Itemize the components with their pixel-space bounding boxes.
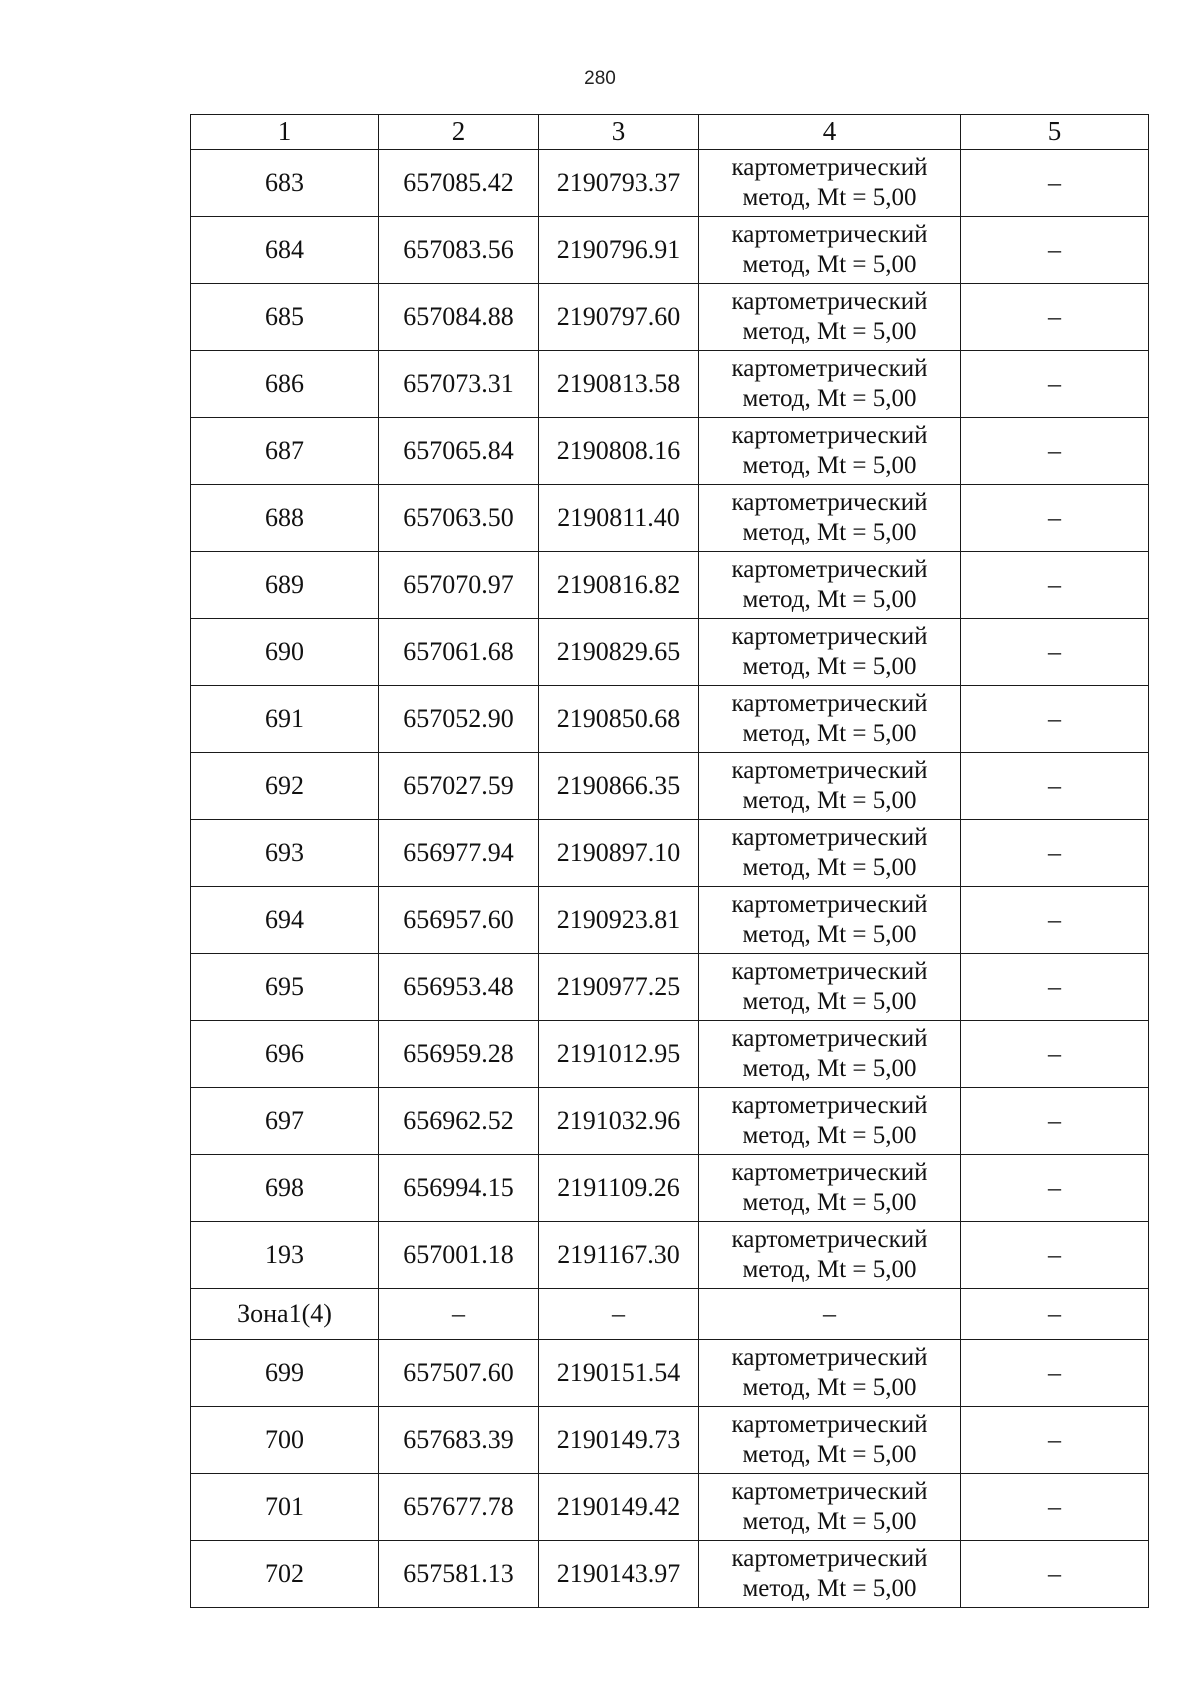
method-line-1: картометрический xyxy=(731,958,928,985)
table-row xyxy=(191,887,1149,954)
table-row xyxy=(191,1088,1149,1155)
x-coordinate-cell: 656977.94 xyxy=(379,820,539,887)
method-cell xyxy=(699,1088,961,1155)
point-number-cell: 686 xyxy=(191,351,379,418)
dash-cell: – xyxy=(961,619,1149,686)
method-cell xyxy=(699,1407,961,1474)
y-coordinate-cell: 2190149.73 xyxy=(539,1407,699,1474)
y-coordinate-cell: 2190808.16 xyxy=(539,418,699,485)
x-coordinate-cell: 656953.48 xyxy=(379,954,539,1021)
method-line-2: метод, Mt = 5,00 xyxy=(742,519,917,546)
dash-cell: – xyxy=(961,1407,1149,1474)
method-line-1: картометрический xyxy=(731,355,928,382)
method-cell xyxy=(699,1021,961,1088)
x-coordinate-cell: 657073.31 xyxy=(379,351,539,418)
table-row xyxy=(191,1407,1149,1474)
y-coordinate-cell: 2190793.37 xyxy=(539,150,699,217)
y-coordinate-cell: 2190151.54 xyxy=(539,1340,699,1407)
method-cell xyxy=(699,954,961,1021)
x-coordinate-cell: 657683.39 xyxy=(379,1407,539,1474)
x-coordinate-cell: 657065.84 xyxy=(379,418,539,485)
method-cell xyxy=(699,351,961,418)
x-coordinate-cell: 656957.60 xyxy=(379,887,539,954)
method-cell xyxy=(699,217,961,284)
method-line-1: картометрический xyxy=(731,1545,928,1572)
dash-cell: – xyxy=(961,1541,1149,1608)
method-line-2: метод, Mt = 5,00 xyxy=(742,1575,917,1602)
header-col-2: 2 xyxy=(379,115,539,150)
dash-cell: – xyxy=(961,1021,1149,1088)
dash-cell: – xyxy=(961,1289,1149,1340)
point-number-cell: 696 xyxy=(191,1021,379,1088)
method-cell xyxy=(699,686,961,753)
dash-cell: – xyxy=(961,954,1149,1021)
y-coordinate-cell: 2190816.82 xyxy=(539,552,699,619)
point-number-cell: 699 xyxy=(191,1340,379,1407)
method-cell xyxy=(699,1155,961,1222)
point-number-cell: 689 xyxy=(191,552,379,619)
dash-cell: – xyxy=(961,485,1149,552)
method-line-1: картометрический xyxy=(731,891,928,918)
method-line-1: картометрический xyxy=(731,154,928,181)
x-coordinate-cell: 657052.90 xyxy=(379,686,539,753)
header-col-3: 3 xyxy=(539,115,699,150)
x-coordinate-cell: 657581.13 xyxy=(379,1541,539,1608)
point-number-cell: 692 xyxy=(191,753,379,820)
point-number-cell: 691 xyxy=(191,686,379,753)
method-cell xyxy=(699,820,961,887)
y-coordinate-cell: 2191012.95 xyxy=(539,1021,699,1088)
point-number-cell: 685 xyxy=(191,284,379,351)
y-coordinate-cell: 2191167.30 xyxy=(539,1222,699,1289)
dash-cell: – xyxy=(961,418,1149,485)
header-col-4: 4 xyxy=(699,115,961,150)
x-coordinate-cell: 657001.18 xyxy=(379,1222,539,1289)
method-line-2: метод, Mt = 5,00 xyxy=(742,1122,917,1149)
method-line-1: картометрический xyxy=(731,1159,928,1186)
y-coordinate-cell: 2190923.81 xyxy=(539,887,699,954)
method-line-1: картометрический xyxy=(731,757,928,784)
dash-cell: – xyxy=(539,1289,699,1340)
point-number-cell: 693 xyxy=(191,820,379,887)
point-number-cell: 688 xyxy=(191,485,379,552)
dash-cell: – xyxy=(961,284,1149,351)
dash-cell: – xyxy=(961,753,1149,820)
method-cell xyxy=(699,1340,961,1407)
y-coordinate-cell: 2190829.65 xyxy=(539,619,699,686)
table-row xyxy=(191,150,1149,217)
table-row xyxy=(191,1021,1149,1088)
method-line-2: метод, Mt = 5,00 xyxy=(742,1256,917,1283)
table-row xyxy=(191,954,1149,1021)
coordinates-table xyxy=(190,114,1149,1608)
table-row xyxy=(191,418,1149,485)
method-line-1: картометрический xyxy=(731,824,928,851)
method-line-1: картометрический xyxy=(731,422,928,449)
table-body xyxy=(191,150,1149,1608)
table-row xyxy=(191,820,1149,887)
method-line-1: картометрический xyxy=(731,489,928,516)
point-number-cell: 695 xyxy=(191,954,379,1021)
table-row xyxy=(191,284,1149,351)
dash-cell: – xyxy=(699,1289,961,1340)
y-coordinate-cell: 2190796.91 xyxy=(539,217,699,284)
page-number: 280 xyxy=(584,68,616,89)
x-coordinate-cell: 656994.15 xyxy=(379,1155,539,1222)
dash-cell: – xyxy=(961,1088,1149,1155)
method-cell xyxy=(699,753,961,820)
dash-cell: – xyxy=(961,552,1149,619)
method-line-2: метод, Mt = 5,00 xyxy=(742,385,917,412)
dash-cell: – xyxy=(961,820,1149,887)
point-number-cell: 702 xyxy=(191,1541,379,1608)
y-coordinate-cell: 2191032.96 xyxy=(539,1088,699,1155)
table-row xyxy=(191,686,1149,753)
method-line-2: метод, Mt = 5,00 xyxy=(742,988,917,1015)
y-coordinate-cell: 2190850.68 xyxy=(539,686,699,753)
method-line-2: метод, Mt = 5,00 xyxy=(742,1508,917,1535)
point-number-cell: 697 xyxy=(191,1088,379,1155)
x-coordinate-cell: 657027.59 xyxy=(379,753,539,820)
table-row xyxy=(191,1474,1149,1541)
x-coordinate-cell: 657063.50 xyxy=(379,485,539,552)
method-cell xyxy=(699,1474,961,1541)
table-header-row xyxy=(191,115,1149,150)
x-coordinate-cell: 657677.78 xyxy=(379,1474,539,1541)
method-line-2: метод, Mt = 5,00 xyxy=(742,787,917,814)
method-cell xyxy=(699,887,961,954)
y-coordinate-cell: 2190811.40 xyxy=(539,485,699,552)
method-line-1: картометрический xyxy=(731,1226,928,1253)
table-row xyxy=(191,753,1149,820)
method-line-2: метод, Mt = 5,00 xyxy=(742,720,917,747)
header-col-5: 5 xyxy=(961,115,1149,150)
method-line-2: метод, Mt = 5,00 xyxy=(742,184,917,211)
method-line-1: картометрический xyxy=(731,288,928,315)
method-cell xyxy=(699,1222,961,1289)
method-line-2: метод, Mt = 5,00 xyxy=(742,1189,917,1216)
method-cell xyxy=(699,1541,961,1608)
zone-row xyxy=(191,1289,1149,1340)
method-line-2: метод, Mt = 5,00 xyxy=(742,1441,917,1468)
y-coordinate-cell: 2190866.35 xyxy=(539,753,699,820)
method-line-1: картометрический xyxy=(731,1411,928,1438)
table-row xyxy=(191,552,1149,619)
table-row xyxy=(191,1155,1149,1222)
table-row xyxy=(191,485,1149,552)
table-row xyxy=(191,1340,1149,1407)
method-cell xyxy=(699,418,961,485)
method-cell xyxy=(699,552,961,619)
method-line-2: метод, Mt = 5,00 xyxy=(742,586,917,613)
method-line-2: метод, Mt = 5,00 xyxy=(742,452,917,479)
dash-cell: – xyxy=(961,150,1149,217)
zone-label: Зона1(4) xyxy=(191,1289,379,1340)
dash-cell: – xyxy=(379,1289,539,1340)
x-coordinate-cell: 657085.42 xyxy=(379,150,539,217)
method-line-2: метод, Mt = 5,00 xyxy=(742,921,917,948)
y-coordinate-cell: 2190143.97 xyxy=(539,1541,699,1608)
method-cell xyxy=(699,485,961,552)
method-cell xyxy=(699,284,961,351)
method-line-2: метод, Mt = 5,00 xyxy=(742,1055,917,1082)
dash-cell: – xyxy=(961,1340,1149,1407)
dash-cell: – xyxy=(961,1222,1149,1289)
method-line-1: картометрический xyxy=(731,690,928,717)
method-line-1: картометрический xyxy=(731,221,928,248)
y-coordinate-cell: 2190897.10 xyxy=(539,820,699,887)
method-line-1: картометрический xyxy=(731,556,928,583)
method-cell xyxy=(699,150,961,217)
method-cell xyxy=(699,619,961,686)
point-number-cell: 193 xyxy=(191,1222,379,1289)
dash-cell: – xyxy=(961,217,1149,284)
point-number-cell: 698 xyxy=(191,1155,379,1222)
method-line-1: картометрический xyxy=(731,1025,928,1052)
method-line-1: картометрический xyxy=(731,623,928,650)
point-number-cell: 694 xyxy=(191,887,379,954)
y-coordinate-cell: 2190813.58 xyxy=(539,351,699,418)
table-row xyxy=(191,1222,1149,1289)
header-col-1: 1 xyxy=(191,115,379,150)
point-number-cell: 683 xyxy=(191,150,379,217)
point-number-cell: 701 xyxy=(191,1474,379,1541)
point-number-cell: 687 xyxy=(191,418,379,485)
method-line-2: метод, Mt = 5,00 xyxy=(742,318,917,345)
method-line-2: метод, Mt = 5,00 xyxy=(742,854,917,881)
x-coordinate-cell: 657070.97 xyxy=(379,552,539,619)
point-number-cell: 700 xyxy=(191,1407,379,1474)
x-coordinate-cell: 657084.88 xyxy=(379,284,539,351)
dash-cell: – xyxy=(961,1474,1149,1541)
y-coordinate-cell: 2191109.26 xyxy=(539,1155,699,1222)
table-row xyxy=(191,217,1149,284)
x-coordinate-cell: 657083.56 xyxy=(379,217,539,284)
dash-cell: – xyxy=(961,351,1149,418)
x-coordinate-cell: 657507.60 xyxy=(379,1340,539,1407)
y-coordinate-cell: 2190797.60 xyxy=(539,284,699,351)
point-number-cell: 684 xyxy=(191,217,379,284)
method-line-2: метод, Mt = 5,00 xyxy=(742,251,917,278)
dash-cell: – xyxy=(961,686,1149,753)
dash-cell: – xyxy=(961,1155,1149,1222)
method-line-2: метод, Mt = 5,00 xyxy=(742,653,917,680)
x-coordinate-cell: 657061.68 xyxy=(379,619,539,686)
dash-cell: – xyxy=(961,887,1149,954)
x-coordinate-cell: 656962.52 xyxy=(379,1088,539,1155)
y-coordinate-cell: 2190149.42 xyxy=(539,1474,699,1541)
x-coordinate-cell: 656959.28 xyxy=(379,1021,539,1088)
point-number-cell: 690 xyxy=(191,619,379,686)
y-coordinate-cell: 2190977.25 xyxy=(539,954,699,1021)
method-line-1: картометрический xyxy=(731,1344,928,1371)
method-line-1: картометрический xyxy=(731,1478,928,1505)
table-row xyxy=(191,1541,1149,1608)
method-line-1: картометрический xyxy=(731,1092,928,1119)
table-row xyxy=(191,351,1149,418)
method-line-2: метод, Mt = 5,00 xyxy=(742,1374,917,1401)
table-row xyxy=(191,619,1149,686)
